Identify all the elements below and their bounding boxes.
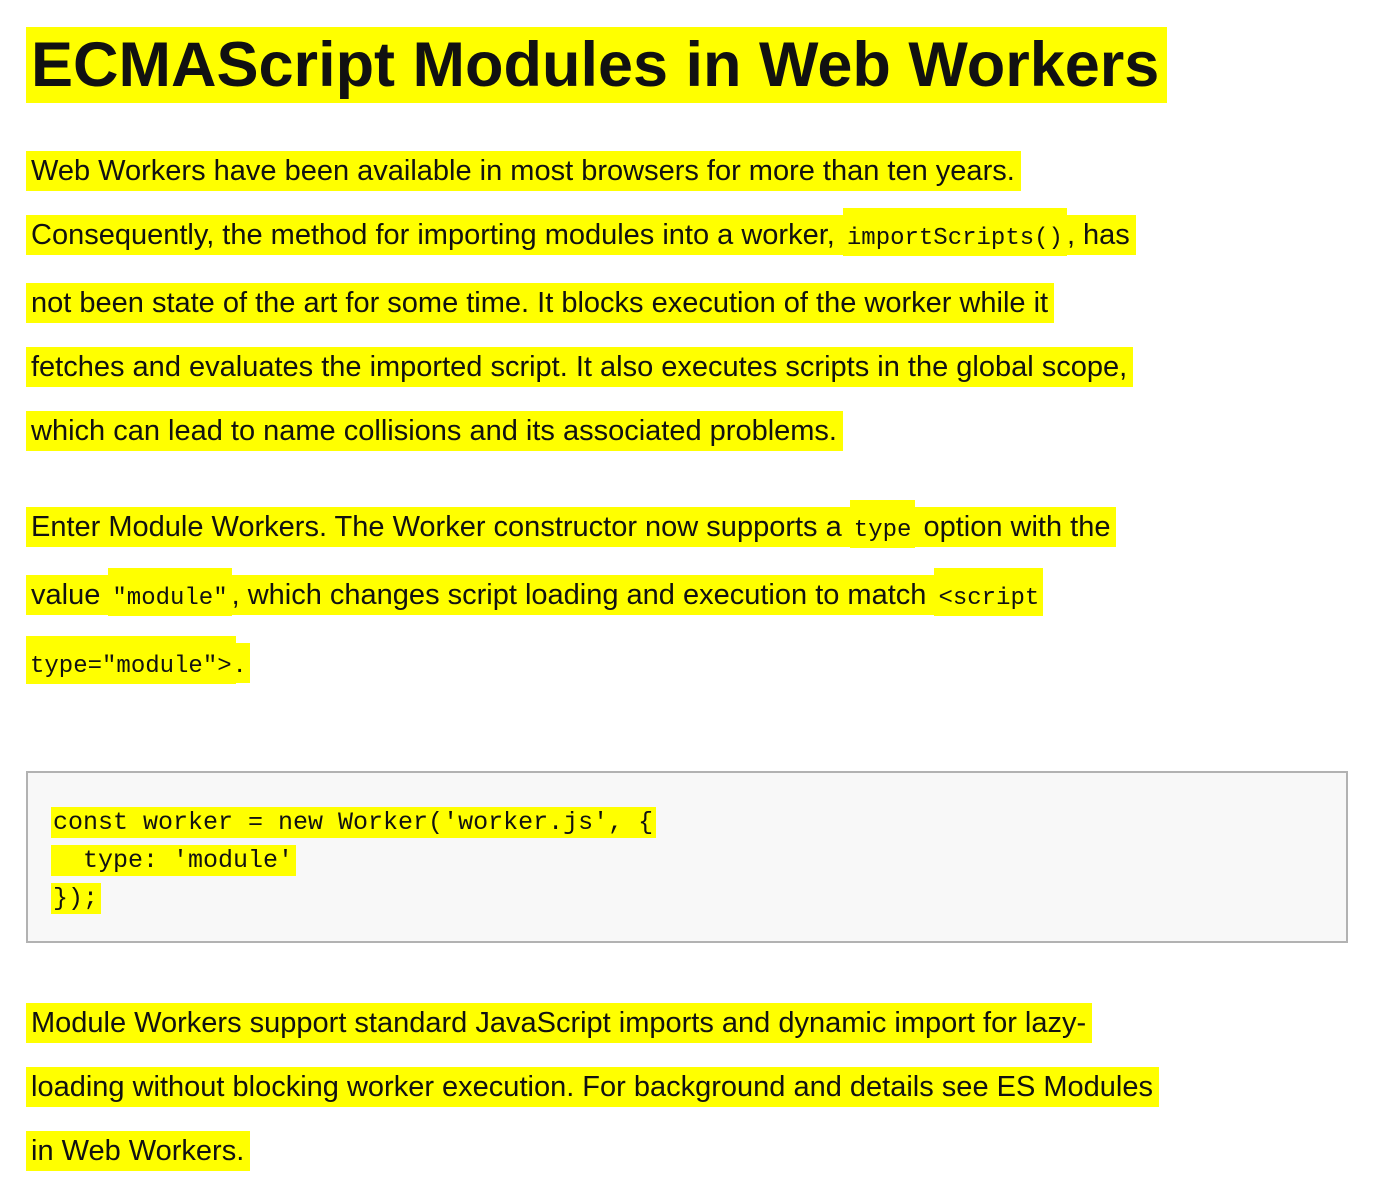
- text-highlight: Consequently, the method for importing modules into a worker,: [26, 215, 843, 255]
- text-highlight: , which changes script loading and execution to match: [232, 575, 935, 615]
- text-highlight: Web Workers have been available in most browsers for more than ten years.: [26, 151, 1021, 191]
- text-highlight: not been state of the art for some time. It blocks execution of the worker while it: [26, 283, 1054, 323]
- text-highlight: which can lead to name collisions and its associated problems.: [26, 411, 843, 451]
- inline-code-highlight: type: [850, 500, 916, 548]
- paragraph: [26, 991, 1348, 1183]
- inline-code-highlight: type="module">: [26, 636, 236, 684]
- code-block: [26, 771, 1348, 943]
- title-highlight: ECMAScript Modules in Web Workers: [26, 27, 1167, 103]
- text-highlight: loading without blocking worker execution. For background and details see ES Modules: [26, 1067, 1159, 1107]
- paragraph: [26, 495, 1348, 699]
- code-line-highlight: type: 'module': [51, 845, 296, 876]
- paragraph: [26, 139, 1348, 463]
- code-line-highlight: const worker = new Worker('worker.js', {: [51, 807, 656, 838]
- inline-code-highlight: "module": [108, 568, 231, 616]
- inline-code-highlight: importScripts(): [843, 208, 1067, 256]
- text-highlight: Enter Module Workers. The Worker constructor now supports a: [26, 507, 850, 547]
- code-line-highlight: });: [51, 883, 101, 914]
- inline-code-highlight: <script: [934, 568, 1043, 616]
- page-title: [26, 27, 1348, 103]
- text-highlight: option with the: [915, 507, 1116, 547]
- text-highlight: fetches and evaluates the imported script. It also executes scripts in the global scope,: [26, 347, 1133, 387]
- text-highlight: Module Workers support standard JavaScript imports and dynamic import for lazy-: [26, 1003, 1092, 1043]
- article-body: [26, 139, 1348, 1183]
- text-highlight: value: [26, 575, 108, 615]
- text-highlight: .: [236, 643, 250, 683]
- text-highlight: in Web Workers.: [26, 1131, 250, 1171]
- article: [26, 27, 1348, 1183]
- text-highlight: , has: [1067, 215, 1136, 255]
